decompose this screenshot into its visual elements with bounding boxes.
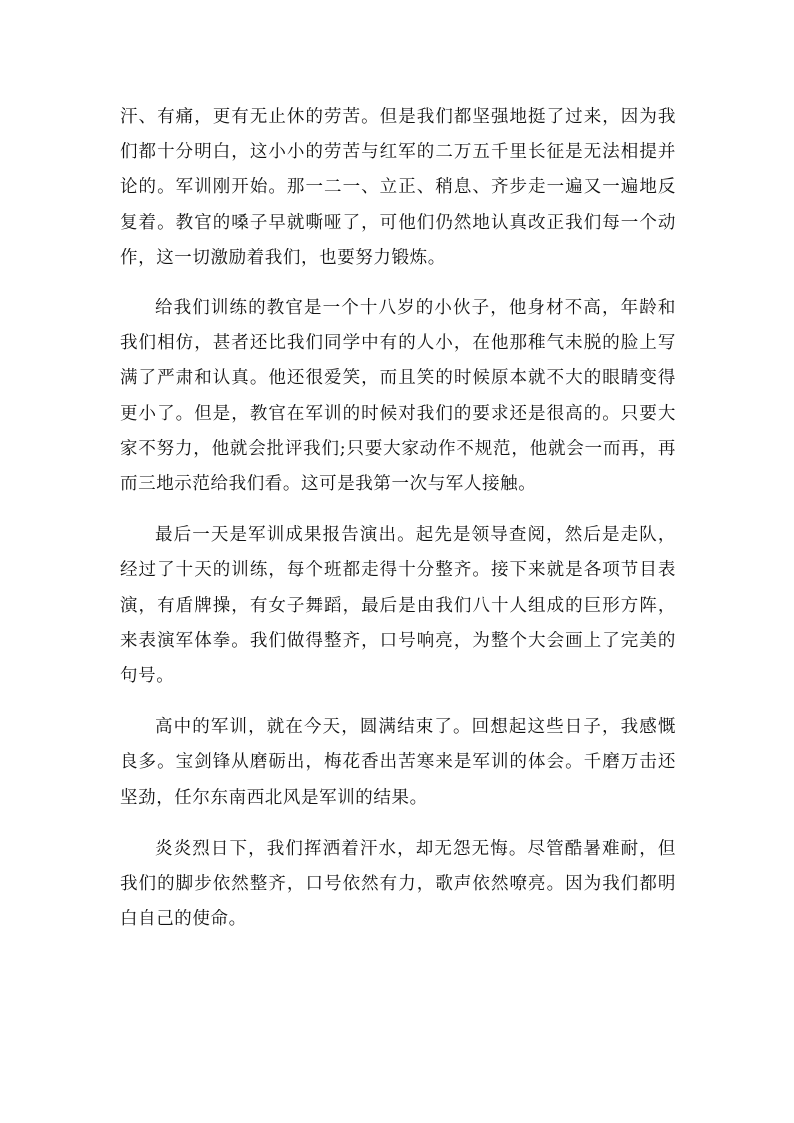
paragraph-5: 炎炎烈日下，我们挥洒着汗水，却无怨无悔。尽管酷暑难耐，但我们的脚步依然整齐，口号依然有力，歌声依然嘹亮。因为我们都明白自己的使命。 <box>120 838 676 930</box>
paragraph-2: 给我们训练的教官是一个十八岁的小伙子，他身材不高，年龄和我们相仿，甚者还比我们同学中有的人小，在他那稚气未脱的脸上写满了严肃和认真。他还很爱笑，而且笑的时候原本就不大的眼睛变得更小了。但是，教官在军训的时候对我们的要求还是很高的。只要大家不努力，他就会批评我们;只要大家动作不规范，他就会一而再，再而三地示范给我们看。这可是我第一次与军人接触。 <box>120 298 676 495</box>
paragraph-1: 汗、有痛，更有无止休的劳苦。但是我们都坚强地挺了过来，因为我们都十分明白，这小小的劳苦与红军的二万五千里长征是无法相提并论的。军训刚开始。那一二一、立正、稍息、齐步走一遍又一遍地反复着。教官的嗓子早就嘶哑了，可他们仍然地认真改正我们每一个动作，这一切激励着我们，也要努力锻炼。 <box>120 107 676 268</box>
document-body <box>120 100 676 953</box>
paragraph-4: 高中的军训，就在今天，圆满结束了。回想起这些日子，我感慨良多。宝剑锋从磨砺出，梅花香出苦寒来是军训的体会。千磨万击还坚劲，任尔东南西北风是军训的结果。 <box>120 717 676 808</box>
paragraph-3: 最后一天是军训成果报告演出。起先是领导查阅，然后是走队，经过了十天的训练，每个班都走得十分整齐。接下来就是各项节目表演，有盾牌操，有女子舞蹈，最后是由我们八十人组成的巨形方阵，来表演军体拳。我们做得整齐，口号响亮，为整个大会画上了完美的句号。 <box>120 525 676 687</box>
